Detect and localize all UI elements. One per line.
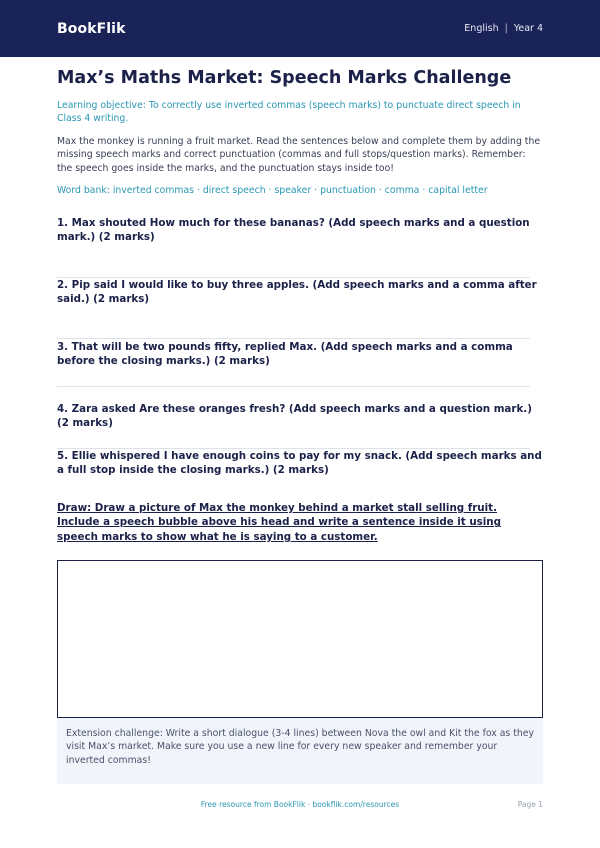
answer-line-2	[57, 338, 530, 339]
learning-objective: Learning objective: To correctly use inverted commas (speech marks) to punctuate direct speech in Class 4 writing.	[57, 100, 521, 125]
draw-prompt	[57, 501, 543, 544]
answer-line-3	[57, 386, 530, 387]
page-header	[0, 0, 600, 57]
extension-challenge	[57, 718, 543, 784]
page-number: Page 1	[517, 800, 543, 809]
drawing-area[interactable]	[57, 560, 543, 718]
question-4: 4. Zara asked Are these oranges fresh? (Add speech marks and a question mark.) (2 marks)	[57, 403, 532, 430]
header-meta	[464, 23, 543, 34]
page-title: Max’s Maths Market: Speech Marks Challenge	[57, 68, 512, 88]
brand-logo-text: BookFlik	[57, 20, 126, 37]
worksheet-intro	[57, 57, 543, 198]
year-label: Year 4	[513, 23, 543, 34]
question-5: 5. Ellie whispered I have enough coins to pay for my snack. (Add speech marks and a full stop inside the closing marks.) (2 marks)	[57, 450, 542, 477]
draw-prompt-text: Draw: Draw a picture of Max the monkey behind a market stall selling fruit. Include a speech bubble above his head and write a sentence inside it using speech marks to show what he is saying to a customer.	[57, 502, 502, 543]
meta-separator: |	[504, 23, 508, 34]
instructions: Max the monkey is running a fruit market. Read the sentences below and complete them by adding the missing speech marks and correct punctuation (commas and full stops/question marks). Remember: the speech goes inside the marks, and the punctuation stays inside too!	[57, 135, 541, 174]
question-2: 2. Pip said I would like to buy three apples. (Add speech marks and a comma after said.) (2 marks)	[57, 279, 537, 306]
question-1: 1. Max shouted How much for these bananas? (Add speech marks and a question mark.) (2 marks)	[57, 217, 530, 244]
footer-credit: Free resource from BookFlik · bookflik.com/resources	[200, 800, 400, 809]
question-3: 3. That will be two pounds fifty, replied Max. (Add speech marks and a comma before the closing marks.) (2 marks)	[57, 341, 513, 368]
subject-label: English	[464, 23, 499, 34]
extension-text: Extension challenge: Write a short dialogue (3-4 lines) between Nova the owl and Kit the fox as they visit Max’s market. Make sure you use a new line for every new speaker and remember your inverted commas!	[66, 728, 534, 766]
word-bank: Word bank: inverted commas · direct speech · speaker · punctuation · comma · capital letter	[57, 185, 488, 197]
